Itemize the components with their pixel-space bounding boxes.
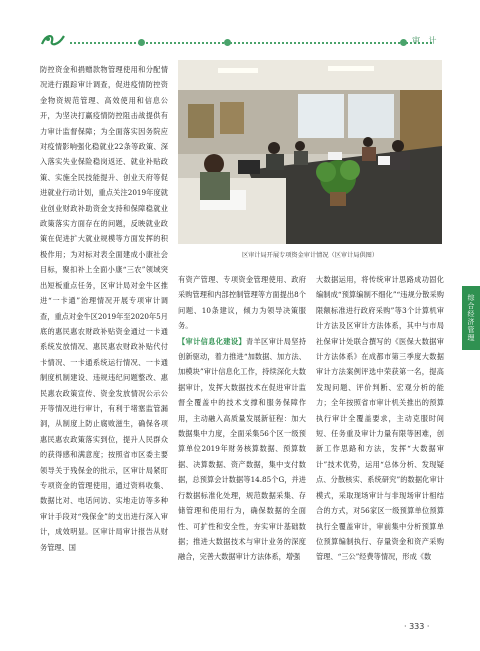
column-2-intro: 有资产管理、专项资金管理使用、政府采购管理和内部控制管理等方面提出8个问题、10条建议，倾力为领导决策服务。 [178,275,306,331]
column-2-body: 青羊区审计局坚持创新驱动，着力推进“加数据、加方法、加模块”审计信息化工作，持续深化大数据审计，发挥大数据技术在促进审计监督全覆盖中的技术支撑和服务保障作用，主动融入高质量发展新征程：加大数据集中力度，全面采集56个区一级预算单位2019年财务核算数据、预算数据、决算数据、资产数据，集中支付数据，总预算会计数据等14.85个G，并进行数据标准化处理，规范数据采集、存储管理和使用行为，确保数据的全面性、可扩性和安全性，夯实审计基础数据；推进大数据技术与审计业务的深度融合，完善大数据审计方法体系，增强 [178,336,306,562]
column-1-paragraph: 防控资金和捐赠款物管理使用和分配情况进行跟踪审计调查，促进疫情防控资金物资规范管理、高效使用和信息公开，为坚决打赢疫情防控阻击战提供有力审计监督保障；为全面落实因务院应对疫情影响强化稳就业22条等政策、深入落实失业保险稳岗返还、就业补贴政策、实施全民技能提升、创业天府等促进就业行动计划，重点关注2019年度就业创业财政补助资金支持和保障稳就业政策落实方面存在的问题，反映就业政策在促进扩大就业规模等方面发挥的积极作用；为对标对表全面建成小康社会目标，聚扣补上全面小康“三农”领域突出短板重点任务，区审计局对金牛区推进“一卡通”治理情况开展专项审计调查，重点对金牛区2019年至2020年5月底的惠民惠农财政补贴资金通过一卡通系统发放情况、惠民惠农财政补贴代付卡情况、一卡通系统运行情况、一卡通制度机制建设、违规违纪问题整改、惠民惠农政策宣传、资金发放情况公示公开等情况进行审计，有利于堵塞监管漏洞，从制度上防止腐败滋生，确保各项惠民惠农政策落实到位，提升人民群众的获得感和满意度；按照省市区委主要领导关于残保金的批示，区审计局紧盯专项资金的管理使用，通过资料收集、数据比对、电话问访、实地走访等多种审计手段对“残保金”的支出进行深入审计，成效明显。区审计局审计报告从财务管理、国 [40,65,168,552]
text-column-3 [316,272,444,565]
page-number: · 333 · [404,622,430,631]
photo-illustration [178,60,442,244]
section-title: 审 计 [412,36,440,45]
chapter-side-tab [462,286,480,350]
header-dot [224,39,231,46]
column-3-paragraph: 大数据运用，将传统审计思路成功固化编制成“预算编制不细化”“违规分散采购限额标准进行政府采购”等3个计算机审计方法及区审计方法体系，其中与市局社保审计处联合撰写的《医保大数据审计方法体系》在成都市第三季度大数据审计方法案例评选中荣获第一名，提高发现问题、评价判断、宏观分析的能力；全年按照省市审计机关推出的预算执行审计全覆盖要求，主动克服时间短、任务重及审计力量有限等困难，创新工作思路和方法，发挥“大数据审计”技术优势，运用“总体分析、发现疑点、分散核实、系统研究”的数据化审计模式，采取现场审计与非现场审计相结合的方式，对56家区一级预算单位预算执行全覆盖审计，审前集中分析预算单位预算编制执行、存量资金和资产采购管理、“三公”经费等情况，形成《数 [316,275,444,562]
photo-audit-office [178,60,442,244]
header-dot [138,39,145,46]
header-divider [70,42,432,44]
chapter-side-tab-label: 综合经济管理 [467,294,475,342]
text-column-1 [40,62,168,555]
text-column-2 [178,272,306,565]
section-heading-audit-it: 【审计信息化建设】 [178,336,246,346]
column-2-section [178,334,306,565]
yearbook-logo-icon [40,32,66,48]
header-dot [400,39,407,46]
photo-caption: 区审计局开展专项资金审计情况（区审计局供图） [241,252,379,259]
